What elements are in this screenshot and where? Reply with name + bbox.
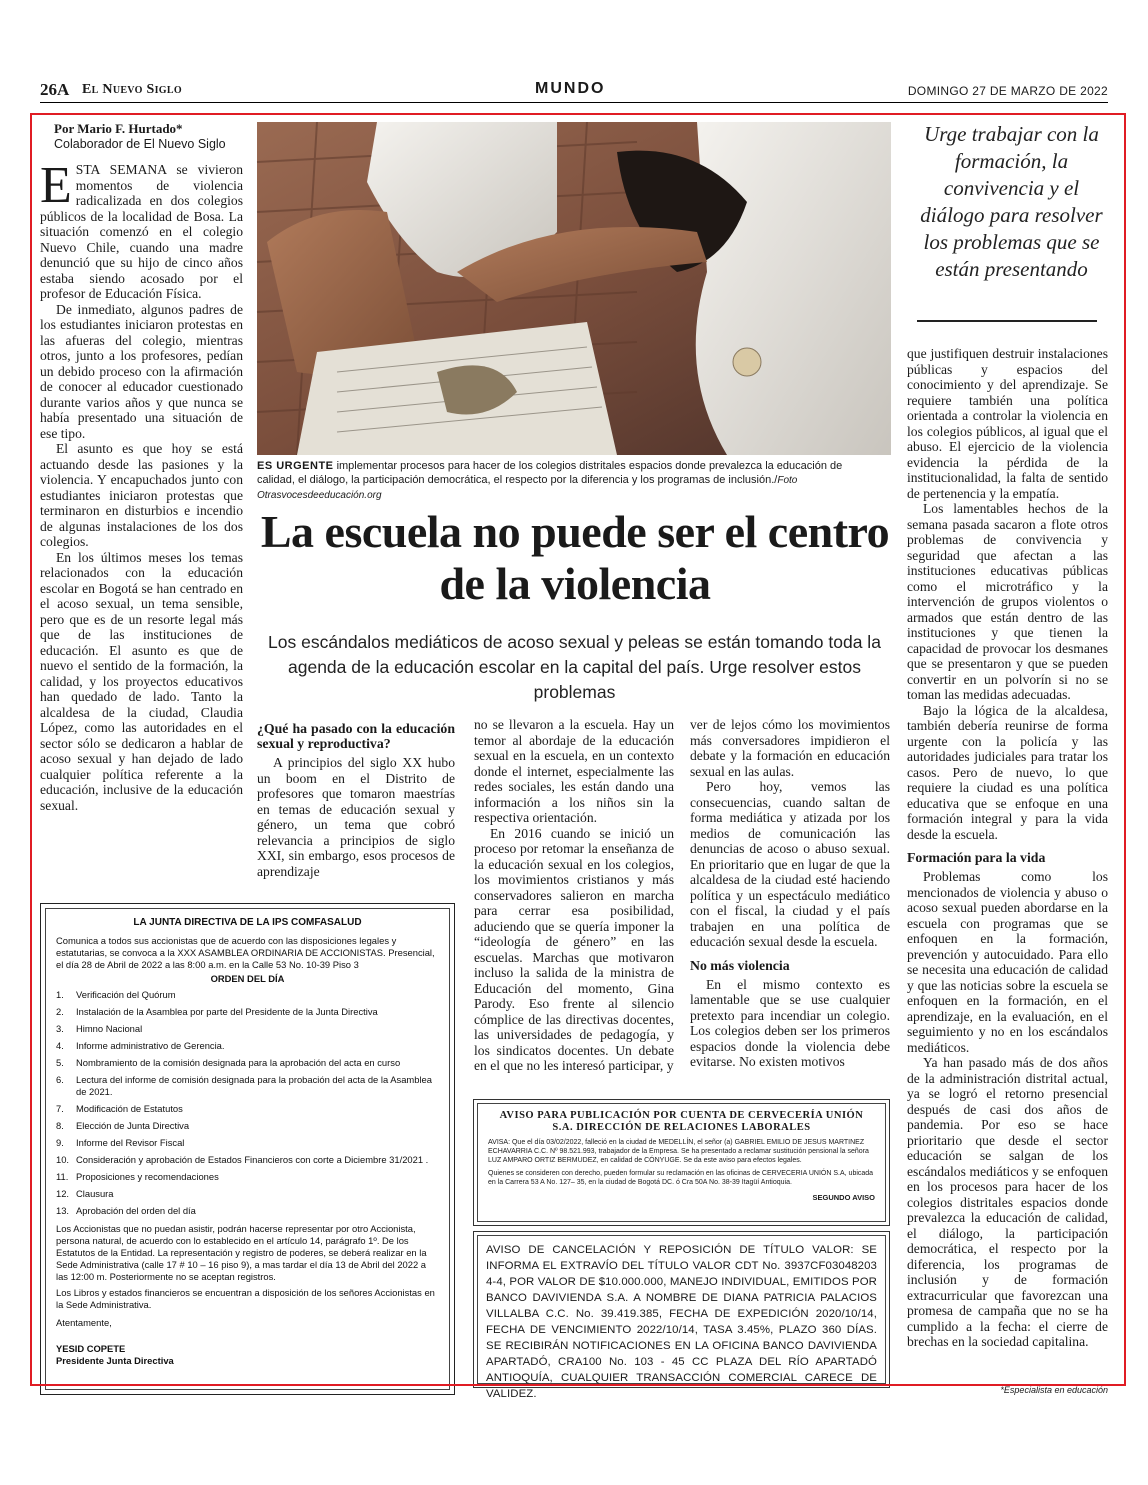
issue-date: DOMINGO 27 DE MARZO DE 2022 <box>907 84 1108 98</box>
ad-footer: SEGUNDO AVISO <box>812 1193 875 1202</box>
headline: La escuela no puede ser el centro de la violencia <box>260 506 890 609</box>
list-item: 13. Aprobación del orden del día <box>56 1205 196 1216</box>
page-number: 26A <box>40 80 70 99</box>
highlight-frame <box>30 113 1126 1386</box>
ad-title: LA JUNTA DIRECTIVA DE LA IPS COMFASALUD <box>133 917 362 928</box>
list-item: 10. Consideración y aprobación de Estados Financieros con corte a Diciembre 31/2021 . <box>56 1154 429 1165</box>
paragraph: En 2016 cuando se inició un proceso por retomar la enseñanza de la educación sexual en los colegios, los movimientos cristianos y más conservadores salieron en marcha para cerrar esa posibilidad, aduciendo que se quería imponer la “ideología de género” en las escuelas. Marchas que motivaron incluso la salida de la ministra de Educación del momento, Gina Parody. Eso frente al silencio cómplice de las directivas docentes, las universidades de pedagogía, y los sindicatos docentes. Un debate en el que no les interesó participar, y <box>474 825 674 1073</box>
pull-quote: Urge trabajar con la formación, la convivencia y el diálogo para resolver los problemas que se están presentando <box>920 122 1103 281</box>
subhead: No más violencia <box>690 957 790 973</box>
caption-text: implementar procesos para hacer de los colegios distritales espacios donde prevalezca la educación de calidad, el diálogo, la participación democrática, el respecto por la diferencia y los programas de inclusión./ <box>257 460 843 486</box>
paragraph: De inmediato, algunos padres de los estudiantes iniciaron protestas en las afueras del colegio, mientras otros, junto a los profesores, pedían un debido proceso con la afirmación de conocer al educador cuestionado durante varios años y que nunca se había presentado una situación de ese tipo. <box>40 301 243 441</box>
list-item: 5. Nombramiento de la comisión designada para la aprobación del acta en curso <box>56 1057 401 1068</box>
paragraph: que justifiquen destruir instalaciones públicas y espacios del conocimiento y del aprendizaje. Se requiere también una política orientada a controlar la violencia en los colegios públicos, al igual que el abuso. El ejercicio de la violencia evidencia la pérdida de la institucionalidad, la falta de sentido de pertenencia y la empatía. <box>907 346 1108 501</box>
ad-paragraph: Los Libros y estados financieros se encuentran a disposición de los señores Accionistas en la Sede Administrativa. <box>56 1287 435 1310</box>
paragraph: Los lamentables hechos de la semana pasada sacaron a flote otros problemas de convivencia y seguridad que afectan a las instituciones educativas públicas como el microtráfico y la intervención de grupos violentos o armados que están dentro de las instituciones y que tienen la capacidad de provocar los desmanes que se presentaron y que se pueden convertir en un polvorín si no se toman las medidas adecuadas. <box>907 501 1108 702</box>
section-title: MUNDO <box>535 80 606 97</box>
byline: Por Mario F. Hurtado* <box>54 121 183 136</box>
list-item: 8. Elección de Junta Directiva <box>56 1120 190 1131</box>
ad-intro: Comunica a todos sus accionistas que de acuerdo con las disposiciones legales y estatutarias, se convoca a la XXX ASAMBLEA ORDINARIA DE ACCIONISTAS. Presencial, el día 28 de Abril de 2022 a las 8:00 a.m. en la Calle 53 No. 10-39 Piso 3 <box>56 935 435 970</box>
ad-signer: YESID COPETE <box>56 1343 126 1354</box>
agenda-title: ORDEN DEL DÍA <box>210 973 285 984</box>
caption-lead: ES URGENTE <box>257 460 334 472</box>
paragraph: A principios del siglo XX hubo un boom en el Distrito de profesores que tomaron maestrías en temas de educación sexual y género, un tema que cobró relevancia a principios de siglo XXI, sin embargo, esos procesos de aprendizaje <box>257 755 455 879</box>
list-item: 11. Proposiciones y recomendaciones <box>56 1171 219 1182</box>
subhead: ¿Qué ha pasado con la educación sexual y reproductiva? <box>257 721 455 751</box>
ad-paragraph: Quienes se consideren con derecho, pueden formular su reclamación en las oficinas de CERVECERIA UNIÓN S.A, ubicada en la Carrera 53 A No. 127– 35, en la ciudad de Bogotá DC. ó Cra 50A No. 38-39 Itagüí Antioquia. <box>488 1170 874 1186</box>
newspaper-name: El Nuevo Siglo <box>82 82 182 97</box>
header-rule <box>40 102 1108 103</box>
ad-text: AVISO DE CANCELACIÓN Y REPOSICIÓN DE TÍTULO VALOR: SE INFORMA EL EXTRAVÍO DEL TÍTULO VALOR CDT No. 3937CF03048203 4-4, POR VALOR DE $10.000.000, MANEJO INDIVIDUAL, EMITIDOS POR BANCO DAVIVIENDA S.A. A NOMBRE DE DIANA PATRICIA PALACIOS VILLALBA C.C. No. 39.419.385, FECHA DE EXPEDICIÓN 2020/10/14, FECHA DE VENCIMIENTO 2022/10/14, TASA 3.45%, PLAZO 360 DÍAS. SE RECIBIRÁN NOTIFICACIONES EN LA OFICINA BANCO DAVIVIENDA APARTADÓ, CRA100 No. 103 - 45 CC PLAZA DEL RÍO APARTADÓ ANTIOQUÍA, CUALQUIER TRANSACCIÓN COMERCIAL CARECE DE VALIDEZ. <box>477 1235 886 1384</box>
paragraph: Pero hoy, vemos las consecuencias, cuando saltan de forma mediática y atizada por los medios de comunicación las denuncias de acoso o abuso sexual. En prioritario que en lugar de que la alcaldesa de la ciudad esté haciendo política y un espectáculo mediático con el fiscal, la ciudad y el país trabajen en una política de educación sexual desde la escuela. <box>690 779 890 949</box>
paragraph: Problemas como los mencionados de violencia y abuso o acoso sexual pueden abordarse en la escuela con programas que se enfoquen en la formación, prevención y autocuidado. Para ello se necesita una educación de calidad y que las noticias sobre la escuela se enfoquen en la formación, en el aprendizaje, en la evaluación, en el seguimiento y no en los escándalos mediáticos. <box>907 869 1108 1055</box>
list-item: 2. Instalación de la Asamblea por parte del Presidente de la Junta Directiva <box>56 1006 378 1017</box>
paragraph: Ya han pasado más de dos años de la administración distrital actual, ya se logró el retorno presencial después de casi dos años de pandemia. Por eso se hace prioritario que desde el sector educación se salgan de los escándalos mediáticos y se enfoquen en los procesos para hacer de los colegios distritales espacios donde prevalezca la educación de calidad, el diálogo, la participación democrática, el respecto por la diferencia, los programas de inclusión y de formación extracurricular que favorezcan una promesa de campaña que no se ha cumplido a la fecha: el cierre de brechas en la sociedad capitalina. <box>907 1055 1108 1349</box>
list-item: 9. Informe del Revisor Fiscal <box>56 1137 185 1148</box>
author-footnote: *Especialista en educación <box>1000 1385 1108 1395</box>
ad-signer-role: Presidente Junta Directiva <box>56 1355 174 1366</box>
paragraph: El asunto es que hoy se está actuando desde las pasiones y la violencia. Y encapuchados junto con estudiantes iniciaron protestas que terminaron en disturbios e incendio de algunas instalaciones de los dos colegios. <box>40 441 243 549</box>
ad-paragraph: AVISA: Que el día 03/02/2022, falleció en la ciudad de MEDELLÍN, el señor (a) GABRIEL EMILIO DE JESUS MARTINEZ ECHAVARRIA C.C. Nº 98.521.993, trabajador de la Empresa. Se ha presentado a reclamar sustitución pensional la señora LUZ AMPARO ORTIZ BERMUDEZ, en calidad de CÓNYUGE. Se da este aviso para efectos legales. <box>488 1139 869 1164</box>
subhead: Formación para la vida <box>907 850 1046 865</box>
paragraph: En el mismo contexto es lamentable que se use cualquier pretexto para incendiar un colegio. Los colegios deben ser los primeros espacios donde la violencia debe evitarse. No existen motivos <box>690 976 890 1069</box>
list-item: 3. Himno Nacional <box>56 1023 143 1034</box>
paragraph: ver de lejos cómo los movimientos más conversadores impidieron el debate y la formación en educación sexual en las aulas. <box>690 717 890 779</box>
list-item: 1. Verificación del Quórum <box>56 989 176 1000</box>
list-item: 4. Informe administrativo de Gerencia. <box>56 1040 225 1051</box>
photo-credit: Foto Otrasvocesdeeducación.org <box>257 475 798 501</box>
ad-closing: Atentamente, <box>56 1317 112 1328</box>
author-role: Colaborador de El Nuevo Siglo <box>54 136 226 151</box>
paragraph: Bajo la lógica de la alcaldesa, también debería reunirse de forma urgente con la policía y las autoridades judiciales para tratar los casos. Pero de nuevo, lo que requiere la ciudad es una política educativa que se enfoque en una formación integral y para la vida desde la escuela. <box>907 702 1108 842</box>
deck: Los escándalos mediáticos de acoso sexual y peleas se están tomando toda la agenda de la educación escolar en la capital del país. Urge resolver estos problemas <box>268 632 881 702</box>
drop-cap: E <box>40 157 72 214</box>
ad-title: AVISO PARA PUBLICACIÓN POR CUENTA DE CERVECERÍA UNIÓN S.A. DIRECCIÓN DE RELACIONES LABORALES <box>499 1110 864 1133</box>
list-item: 6. Lectura del informe de comisión designada para la probación del acta de la Asamblea de 2021. <box>56 1074 432 1097</box>
list-item: 7. Modificación de Estatutos <box>56 1103 183 1114</box>
ad-paragraph: Los Accionistas que no puedan asistir, podrán hacerse representar por otro Accionista, persona natural, de acuerdo con lo establecido en el artículo 14, parágrafo 1º. De los Estatutos de la Entidad. La representación y registro de poderes, se deberá realizar en la Sede Administrativa (calle 17 # 10 – 16 piso 9), a mas tardar el día 13 de Abril del 2022 a las 12:00 m. Posteriormente no se aceptan registros. <box>56 1223 427 1282</box>
list-item: 12. Clausura <box>56 1188 114 1199</box>
paragraph: no se llevaron a la escuela. Hay un temor al abordaje de la educación sexual en la escuela, en un contexto donde el internet, especialmente las redes sociales, les están dando una información a los niños sin la respectiva orientación. <box>474 717 674 825</box>
paragraph: ESTA SEMANA se vivieron momentos de violencia radicalizada en dos colegios públicos de la localidad de Bosa. La situación comenzó en el colegio Nuevo Chile, cuando una madre denunció que su hijo de cinco años estaba siendo acosado por el profesor de Educación Física. <box>40 157 243 301</box>
paragraph: En los últimos meses los temas relacionados con la educación escolar en Bogotá se han centrado en el acoso sexual, un tema sensible, pero que es de un resorte legal más que de las instituciones de educación. El asunto es que de nuevo el sentido de la formación, la calidad, y los proyectos educativos han quedado de lado. Tanto la alcaldesa de la ciudad, Claudia López, como las autoridades en el sector sólo se dedicaron a hablar de acoso sexual y han dejado de lado cualquier política referente a la educación, inclusive de la educación sexual. <box>40 549 243 813</box>
